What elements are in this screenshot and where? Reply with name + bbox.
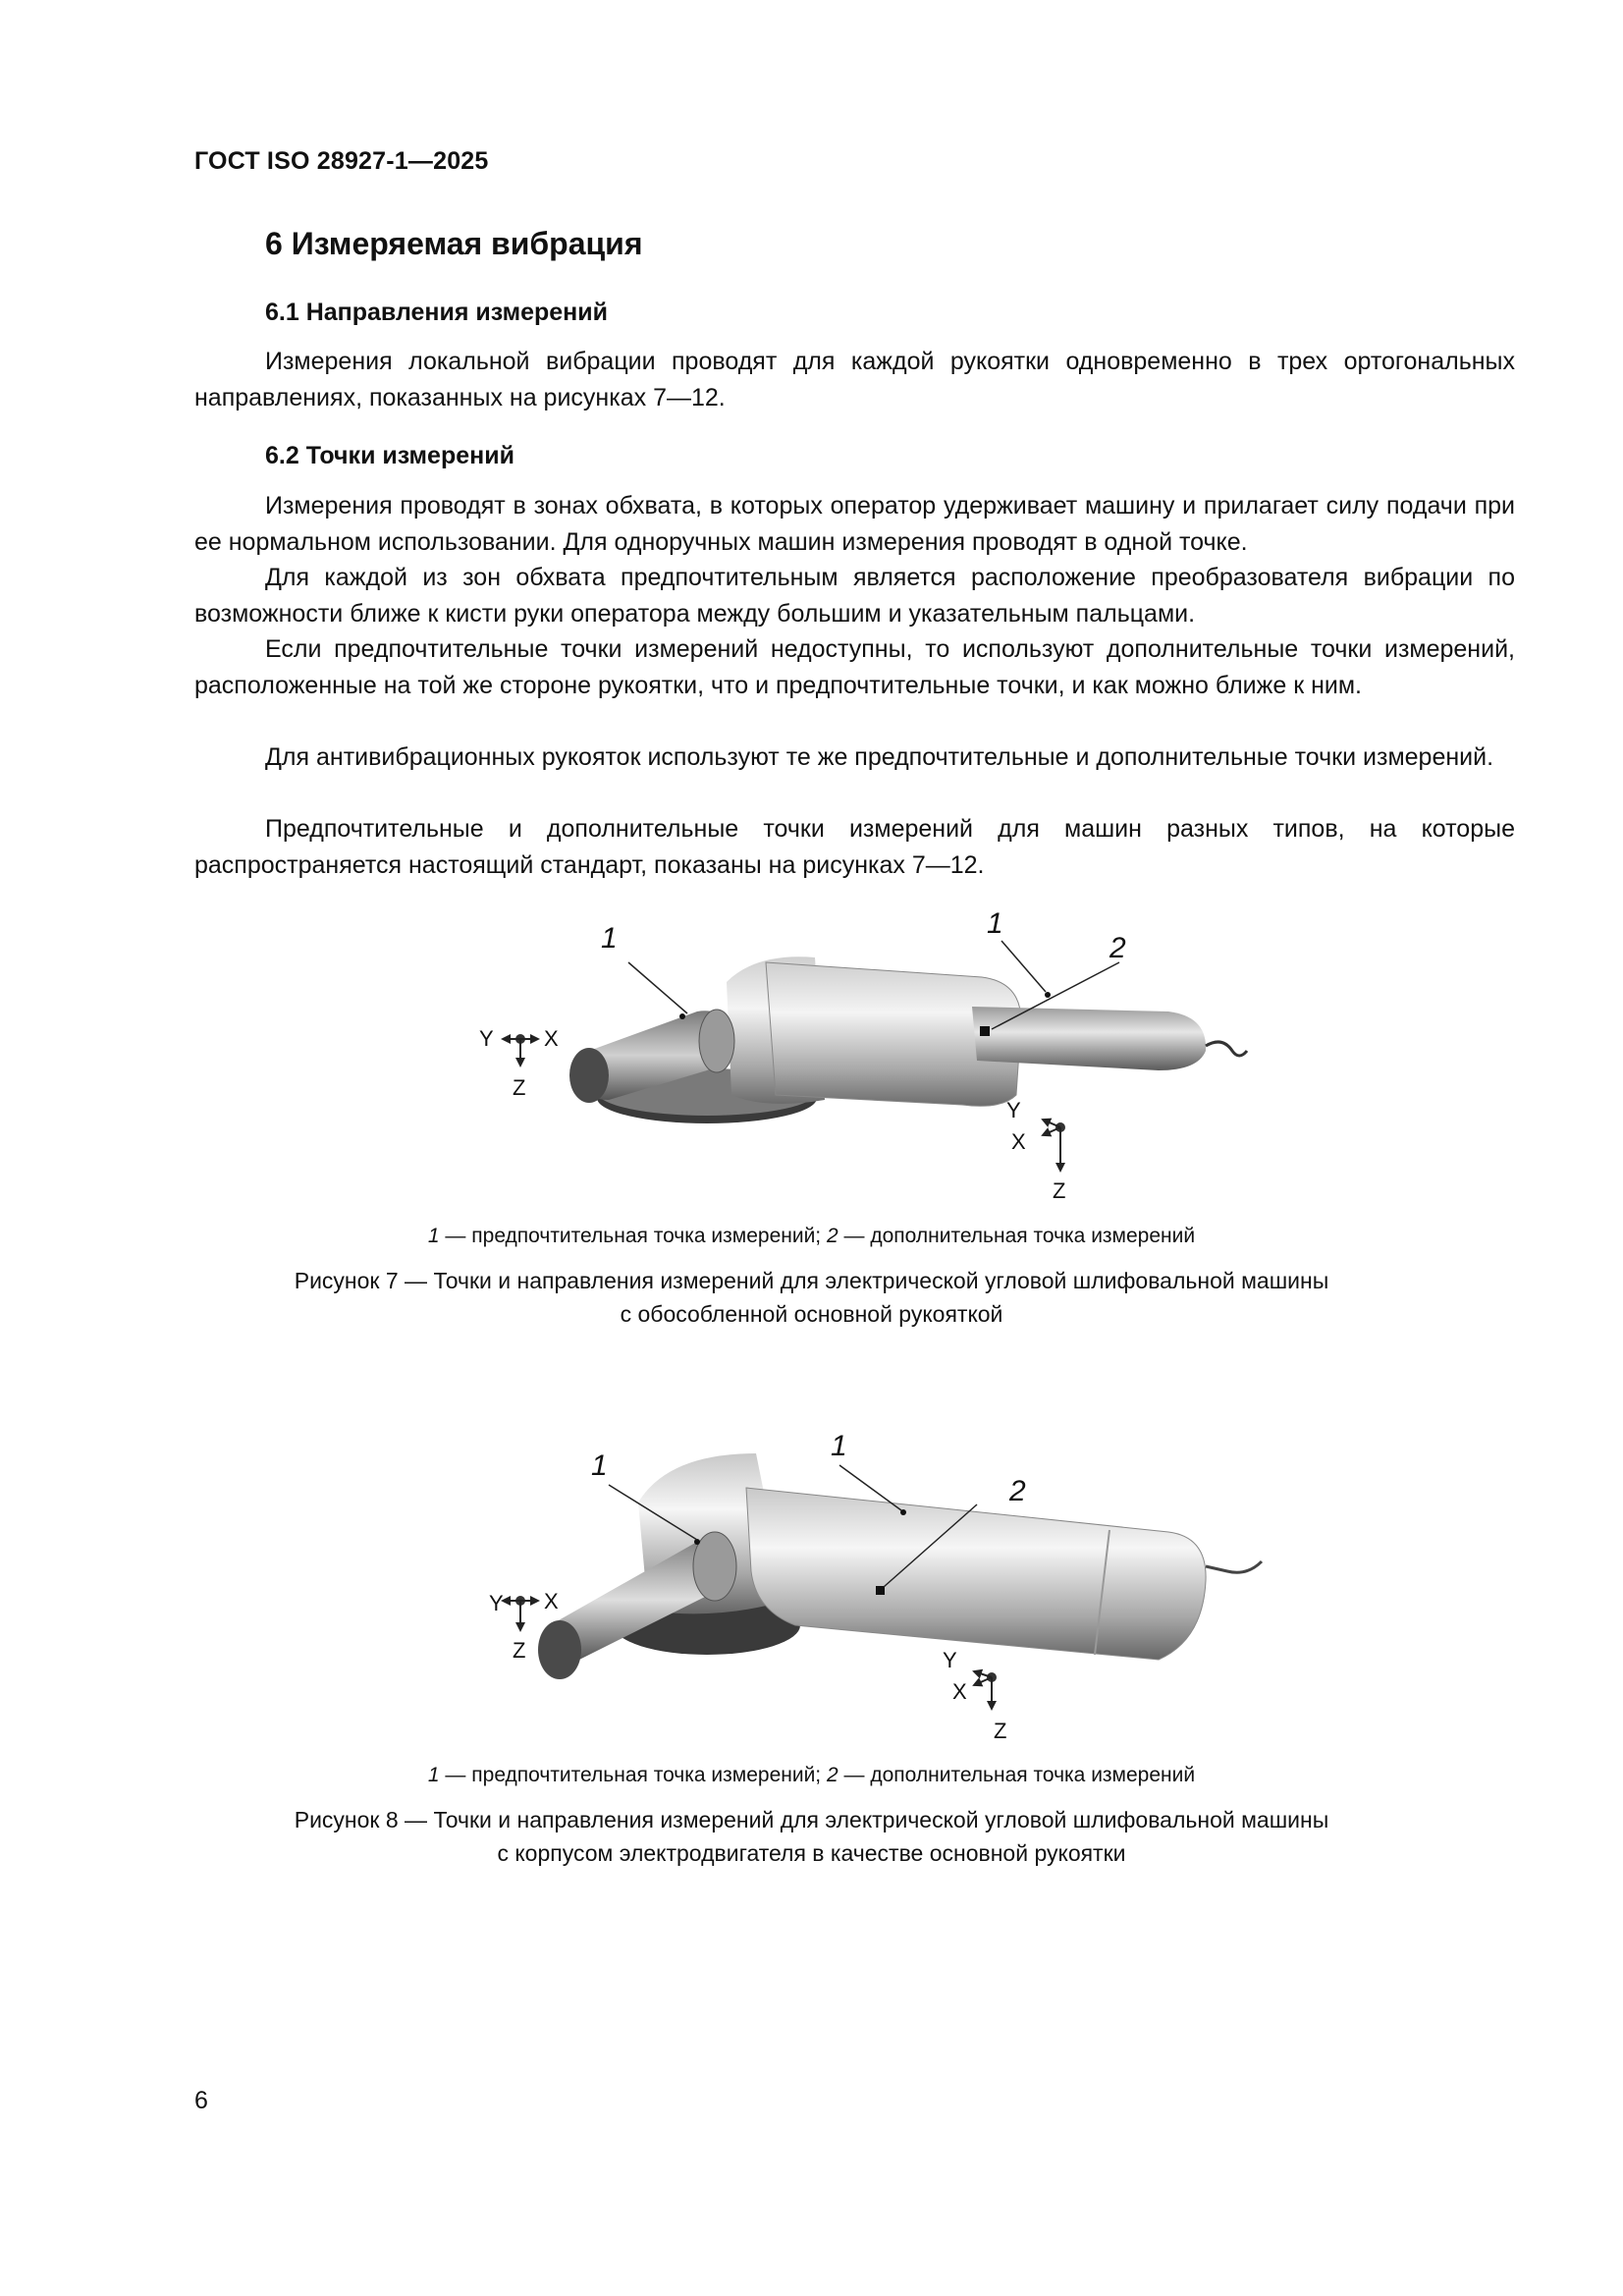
additional-point-marker (980, 1026, 990, 1036)
figure-7-caption-line-1: Рисунок 7 — Точки и направления измерений для электрической угловой шлифовальной машины (294, 1268, 1329, 1293)
paragraph-6-2-3: Если предпочтительные точки измерений недоступны, то используют дополнительные точки измерений, расположенные на той же стороне рукоятки, что и предпочтительные точки, и как можно ближе к ним. (194, 635, 1515, 699)
paragraph-6-2-5: Предпочтительные и дополнительные точки измерений для машин разных типов, на которые распространяется настоящий стандарт, показаны на рисунках 7—12. (194, 815, 1515, 879)
label-point-1-body: 1 (831, 1430, 847, 1462)
preferred-point-marker-side (679, 1013, 685, 1019)
axis-label-z: Z (994, 1719, 1007, 1743)
figure-8-caption (0, 1803, 1623, 1870)
paragraph-6-2-4: Для антивибрационных рукояток используют те же предпочтительные и дополнительные точки измерений. (265, 743, 1494, 771)
cable (1206, 1561, 1262, 1572)
axis-label-y: Y (1006, 1098, 1021, 1122)
figure-8-caption-line-1: Рисунок 8 — Точки и направления измерений для электрической угловой шлифовальной машины (294, 1807, 1329, 1832)
axis-triad-rear-handle (1043, 1120, 1065, 1171)
label-point-1-side: 1 (591, 1449, 608, 1482)
subsection-title-6-2: 6.2 Точки измерений (265, 442, 514, 469)
figure-7-caption (0, 1264, 1623, 1331)
axis-label-y: Y (479, 1026, 494, 1051)
figure-7-angle-grinder-drawing (479, 903, 1237, 1208)
axis-label-x: X (544, 1026, 559, 1051)
figure-7-caption-line-2: с обособленной основной рукояткой (620, 1301, 1003, 1327)
axis-label-x: X (544, 1589, 559, 1613)
axis-label-y: Y (489, 1591, 504, 1615)
label-point-1-rear: 1 (987, 907, 1003, 940)
figure-8-angle-grinder-drawing (489, 1414, 1237, 1753)
axis-label-z: Z (1053, 1178, 1066, 1203)
paragraph-6-1: Измерения локальной вибрации проводят для каждой рукоятки одновременно в трех ортогональных направлениях, показанных на рисунках 7—12. (194, 348, 1515, 411)
axis-label-y: Y (943, 1648, 957, 1672)
document-code: ГОСТ ISO 28927-1—2025 (194, 147, 489, 175)
axis-triad-side-handle (503, 1596, 538, 1630)
leader-line (628, 962, 687, 1013)
paragraph-6-2-1: Измерения проводят в зонах обхвата, в которых оператор удерживает машину и прилагает силу подачи при ее нормальном использовании. Для одноручных машин измерения проводят в одной точке. (194, 492, 1515, 556)
axis-label-z: Z (513, 1638, 526, 1663)
cable (1206, 1042, 1247, 1056)
label-point-1-side: 1 (601, 922, 618, 955)
motor-body-main-handle (746, 1488, 1206, 1660)
section-title: 6 Измеряемая вибрация (265, 226, 643, 261)
figure-8-legend: 1 — предпочтительная точка измерений; 2 — дополнительная точка измерений (427, 1764, 1196, 1786)
axis-label-z: Z (513, 1075, 526, 1100)
figure-7-legend: 1 — предпочтительная точка измерений; 2 — дополнительная точка измерений (427, 1225, 1196, 1247)
paragraph-6-2-2: Для каждой из зон обхвата предпочтительным является расположение преобразователя вибрации по возможности ближе к кисти руки оператора между большим и указательным пальцами. (194, 564, 1515, 628)
leader-line (1001, 941, 1046, 992)
subsection-title-6-1: 6.1 Направления измерений (265, 299, 609, 326)
axis-label-x: X (1011, 1129, 1026, 1154)
label-point-2: 2 (1009, 1475, 1026, 1507)
label-point-2: 2 (1109, 932, 1126, 964)
axis-triad-body (974, 1671, 997, 1709)
axis-label-x: X (952, 1679, 967, 1704)
additional-point-marker (876, 1586, 885, 1595)
axis-triad-side-handle (503, 1034, 538, 1066)
page-number: 6 (194, 2087, 208, 2114)
preferred-point-marker-rear (1045, 992, 1051, 998)
rear-handle (972, 1007, 1206, 1070)
figure-8-caption-line-2: с корпусом электродвигателя в качестве основной рукоятки (497, 1840, 1126, 1866)
